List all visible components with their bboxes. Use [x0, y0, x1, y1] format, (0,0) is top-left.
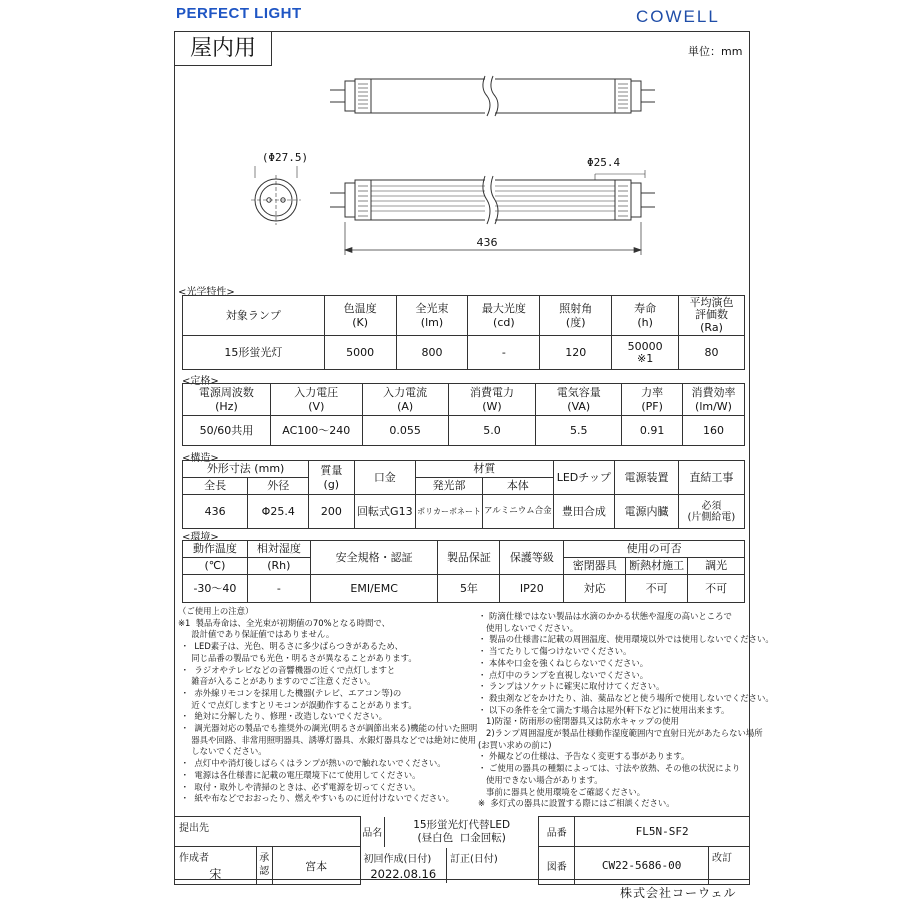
author-value: 宋: [209, 867, 222, 881]
value-power-unit: 電源内臓: [615, 495, 679, 529]
approval-value: 宮本: [272, 847, 360, 885]
section-label-optical: <光学特性>: [178, 287, 235, 298]
author-label: 作成者: [179, 853, 209, 864]
value-cri: 80: [679, 336, 745, 370]
value-efficiency: 160: [683, 416, 745, 446]
header-luminous-flux: 全光束 (lm): [396, 296, 468, 336]
value-total-length: 436: [183, 495, 248, 529]
header-operating-temp: 動作温度: [183, 541, 248, 558]
header-beam-angle: 照射角 (度): [540, 296, 612, 336]
initial-date-cell: [361, 848, 447, 883]
value-dimming: 不可: [688, 575, 745, 603]
value-beam-angle: 120: [540, 336, 612, 370]
company-name: 株式会社コーウェル: [620, 886, 737, 900]
header-outer-diameter: 外径: [248, 478, 309, 495]
header-cri: 平均演色 評価数 (Ra): [679, 296, 745, 336]
usage-notes-right: ・ 防滴仕様ではない製品は水滴のかかる状態や湿度の高いところで 使用しないでください。 ・ 製品の仕様書に記載の周囲温度、使用環境以外では使用しないでください。 ・ 当てたりして傷つけないでください。 ・ 本体や口金を強くねじらないでください。 ・ 点灯中のランプを直視しないでください。 ・ ランプはソケットに確実に取付けてください。 ・ 殺虫剤などをかけたり、油、薬品などと使う場所で使用しないでください。 ・ 以下の条件を全て満たす場合は屋外(軒下など)に使用出来ます。 1)防湿・防雨形の密閉器具又は防水キャップの使用 2)ランプ周囲湿度が製品仕様動作湿度範囲内で直射日光があたらない場所 (お買い求めの前に) ・ 外観などの仕様は、予告なく変更する事があります。 ・ ご使用の器具の種類によっては、寸法や放熱、その他の状況により 使用できない場合があります。 事前に器具と使用環境をご確認ください。 ※ 多灯式の器具に設置する際にはご相談ください。: [478, 611, 774, 809]
value-protection-class: IP20: [500, 575, 564, 603]
header-total-length: 全長: [183, 478, 248, 495]
brand-logo-cowell: COWELL: [636, 7, 720, 26]
value-luminous-flux: 800: [396, 336, 468, 370]
dim-tube-diameter: Φ25.4: [587, 156, 621, 169]
brand-logo-perfect-light: PERFECT LIGHT: [176, 5, 302, 22]
header-dimming: 調光: [688, 558, 745, 575]
header-input-voltage: 入力電圧 (V): [270, 384, 362, 416]
value-target-lamp: 15形蛍光灯: [183, 336, 325, 370]
initial-date-value: 2022.08.16: [370, 867, 437, 881]
header-input-current: 入力電流 (A): [362, 384, 448, 416]
initial-date-label: 初回作成(日付): [363, 854, 432, 865]
submit-to-cell: [175, 817, 361, 847]
usage-notes-left: （ご使用上の注意） ※1 製品寿命は、全光束が初期値の70%となる時間で、 設計値であり保証値ではありません。 ・ LED素子は、光色、明るさに多少ばらつきがあるため、 同じ品番の製品でも光色・明るさが異なることがあります。 ・ ラジオやテレビなどの音響機器の近くで点灯しますと 雑音が入ることがありますのでご注意ください。 ・ 赤外線リモコンを採用した機器(テレビ、エアコン等)の 近くで点灯しますとリモコンが誤動作することがあります。 ・ 絶対に分解したり、修理・改造しないでください。 ・ 調光器対応の製品でも推奨外の調光(明るさが調節出来る)機能の付いた照明 器具や回路、非常用照明器具、誘導灯器具、水銀灯器具などでは絶対に使用 しないでください。 ・ 点灯中や消灯後しばらくはランプが熱いので触れないでください。 ・ 電源は各仕様書に記載の電圧環境下にて使用してください。 ・ 取付・取外しや清掃のときは、必ず電源を切ってください。 ・ 紙や布などでおおったり、燃えやすいものに近付けないでください。: [178, 606, 478, 804]
dim-overall-length: 436: [476, 236, 498, 249]
drawing-number-label: 図番: [539, 847, 575, 885]
value-warranty: 5年: [438, 575, 500, 603]
lamp-end-view: [251, 166, 301, 225]
product-name-cell: [361, 817, 539, 847]
header-frequency: 電源周波数 (Hz): [183, 384, 271, 416]
value-color-temperature: 5000: [324, 336, 396, 370]
value-safety-standard: EMI/EMC: [310, 575, 438, 603]
value-emitter: ポリカーボネート: [416, 495, 483, 529]
header-body: 本体: [483, 478, 554, 495]
drawing-number-value: CW22-5686-00: [575, 847, 709, 885]
part-number-label: 品番: [539, 817, 575, 847]
dim-head-diameter: (Φ27.5): [261, 151, 309, 164]
value-frequency: 50/60共用: [183, 416, 271, 446]
header-mass: 質量 (g): [309, 461, 354, 495]
value-led-chip: 豊田合成: [553, 495, 614, 529]
optical-spec-table: [182, 295, 745, 370]
value-outer-diameter: Φ25.4: [248, 495, 309, 529]
sheet-title: 屋内用: [174, 31, 272, 66]
header-direct-wiring: 直結工事: [678, 461, 744, 495]
value-base: 回転式G13: [354, 495, 416, 529]
lamp-drawing: [175, 70, 745, 270]
header-led-chip: LEDチップ: [553, 461, 614, 495]
structure-spec-table: [182, 460, 745, 529]
date-cells: [361, 848, 539, 883]
header-efficiency: 消費効率 (lm/W): [683, 384, 745, 416]
header-humidity-unit: (Rh): [247, 558, 310, 575]
revised-date-label: 訂正(日付): [450, 854, 498, 865]
approval-label: 承 認: [256, 847, 272, 885]
header-warranty: 製品保証: [438, 541, 500, 575]
header-power-unit: 電源装置: [615, 461, 679, 495]
header-power-factor: 力率 (PF): [622, 384, 683, 416]
revised-date-cell: [447, 848, 539, 883]
lamp-bottom-view: [330, 170, 655, 224]
header-usage-availability: 使用の可否: [564, 541, 745, 558]
value-lifetime: 50000 ※1: [612, 336, 679, 370]
value-input-voltage: AC100～240: [270, 416, 362, 446]
header-relative-humidity: 相対湿度: [247, 541, 310, 558]
header-material: 材質: [416, 461, 554, 478]
unit-label: 単位：mm: [688, 45, 743, 58]
section-label-structure: <構造>: [182, 453, 219, 464]
header-emitter: 発光部: [416, 478, 483, 495]
header-protection-class: 保護等級: [500, 541, 564, 575]
header-insulation: 断熱材施工: [626, 558, 688, 575]
part-number-value: FL5N-SF2: [575, 817, 750, 847]
value-operating-temp: -30～40: [183, 575, 248, 603]
header-target-lamp: 対象ランプ: [183, 296, 325, 336]
lamp-top-view: [330, 76, 655, 116]
value-relative-humidity: -: [247, 575, 310, 603]
title-block: [174, 816, 750, 885]
value-mass: 200: [309, 495, 354, 529]
product-name-label: 品名: [361, 817, 385, 847]
header-outer-size: 外形寸法 (mm): [183, 461, 309, 478]
value-body: アルミニウム合金: [483, 495, 554, 529]
value-max-luminous-intensity: -: [468, 336, 540, 370]
section-label-environment: <環境>: [182, 532, 219, 543]
header-max-luminous-intensity: 最大光度 (cd): [468, 296, 540, 336]
value-power-consumption: 5.0: [448, 416, 536, 446]
header-sealed-fixture: 密閉器具: [564, 558, 626, 575]
value-sealed-fixture: 対応: [564, 575, 626, 603]
header-electric-capacity: 電気容量 (VA): [536, 384, 622, 416]
header-lifetime: 寿命 (h): [612, 296, 679, 336]
value-electric-capacity: 5.5: [536, 416, 622, 446]
header-base: 口金: [354, 461, 416, 495]
value-power-factor: 0.91: [622, 416, 683, 446]
environment-spec-table: [182, 540, 745, 603]
revision-cell: [709, 847, 750, 885]
header-temp-unit: (℃): [183, 558, 248, 575]
product-name-value: 15形蛍光灯代替LED (昼白色 口金回転): [413, 819, 511, 844]
value-input-current: 0.055: [362, 416, 448, 446]
submit-to-label: 提出先: [179, 823, 209, 834]
section-label-rating: <定格>: [182, 376, 219, 387]
header-safety-standard: 安全規格・認証: [310, 541, 438, 575]
author-cell: [175, 847, 257, 885]
rating-spec-table: [182, 383, 745, 446]
revision-label: 改訂: [712, 853, 733, 864]
value-insulation: 不可: [626, 575, 688, 603]
value-direct-wiring: 必須 (片側給電): [678, 495, 744, 529]
header-power-consumption: 消費電力 (W): [448, 384, 536, 416]
header-color-temperature: 色温度 (K): [324, 296, 396, 336]
